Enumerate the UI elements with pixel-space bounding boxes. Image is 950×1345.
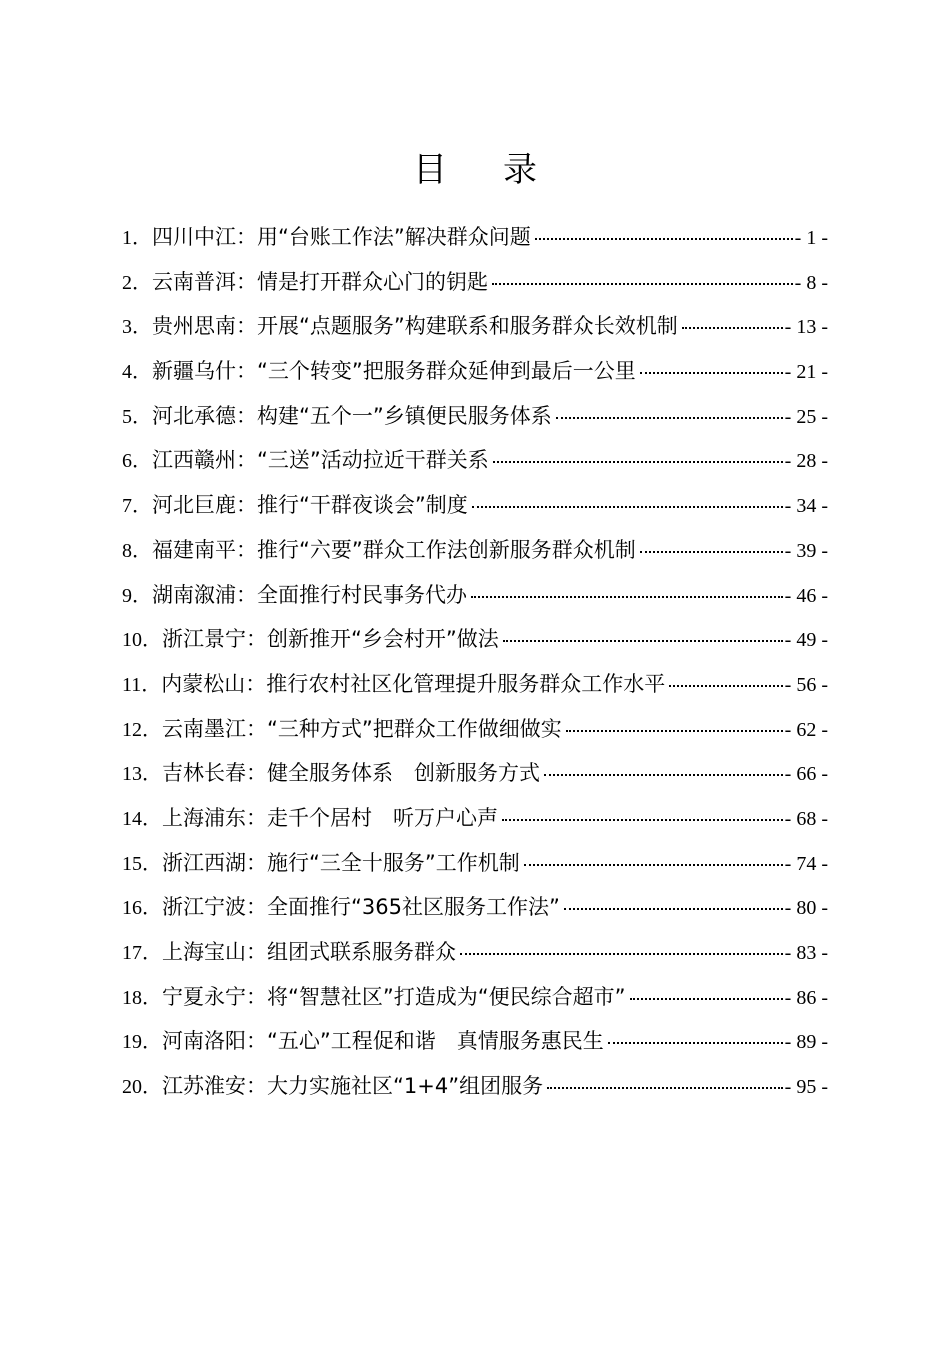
toc-entry-label: 浙江宁波：全面推行“365社区服务工作法” [162,895,560,920]
toc-entry-number: 6． [122,450,152,473]
dot-leader [492,283,793,285]
toc-entry-label: 河北承德：构建“五个一”乡镇便民服务体系 [152,403,552,428]
toc-entry-page-number: - 21 - [784,361,828,384]
toc-entry-number: 11． [122,673,162,696]
toc-entry[interactable] [122,668,828,713]
toc-entry-page-number: - 13 - [784,316,828,339]
toc-entry-label: 江西赣州：“三送”活动拉近干群关系 [152,448,489,473]
toc-entry[interactable] [122,489,828,534]
toc-entry-title [122,221,531,251]
toc-entry[interactable] [122,802,828,847]
toc-entry-page-number: - 39 - [784,539,828,562]
toc-entry-number: 12． [122,718,162,741]
toc-entry[interactable] [122,221,828,266]
page-title: 目录 [413,150,593,190]
toc-entry[interactable] [122,579,828,624]
dot-leader [566,730,783,732]
toc-entry-label: 四川中江：用“台账工作法”解决群众问题 [152,225,531,249]
toc-entry-number: 19． [122,1031,162,1054]
toc-entry-title [122,489,468,519]
toc-entry[interactable] [122,623,828,668]
toc-entry-label: 云南墨江：“三种方式”把群众工作做细做实 [162,716,562,741]
toc-entry-title [122,579,467,609]
toc-entry-number: 5． [122,405,152,428]
toc-entry[interactable] [122,1025,828,1070]
toc-entry-page-number: - 34 - [784,495,828,518]
dot-leader [669,685,782,687]
dot-leader [564,908,783,910]
toc-entry-number: 15． [122,852,162,875]
toc-entry-title [122,936,456,966]
toc-entry-page-number: - 83 - [784,942,828,964]
toc-entry-title [122,355,636,385]
toc-entry-label: 上海浦东：走千个居村 听万户心声 [162,805,498,830]
toc-entry-title [122,1025,604,1055]
dot-leader [471,596,783,598]
toc-entry-number: 16． [122,897,162,920]
toc-entry-label: 河南洛阳：“五心”工程促和谐 真情服务惠民生 [162,1029,604,1054]
dot-leader [608,1042,783,1044]
dot-leader [682,327,783,329]
toc-entry-page-number: - 66 - [784,763,828,786]
dot-leader [547,1087,783,1089]
toc-entry[interactable] [122,355,828,400]
toc-entry-number: 7． [122,495,152,518]
toc-entry-number: 13． [122,763,162,786]
toc-entry-title [122,668,665,698]
toc-entry-page-number: - 86 - [784,986,828,1009]
toc-entry-title [122,623,499,653]
toc-entry[interactable] [122,444,828,489]
toc-entry[interactable] [122,847,828,892]
toc-entry-title [122,981,626,1011]
toc-entry-number: 2． [122,271,152,294]
toc-entry-page-number: - 80 - [784,897,828,920]
toc-entry-title [122,400,552,430]
toc-entry[interactable] [122,1070,828,1115]
toc-entry-label: 新疆乌什：“三个转变”把服务群众延伸到最后一公里 [152,359,636,384]
toc-entry-page-number: - 95 - [784,1076,828,1099]
dot-leader [502,819,783,821]
toc-entry-page-number: - 74 - [784,852,828,875]
toc-entry[interactable] [122,400,828,445]
dot-leader [556,417,783,419]
dot-leader [535,238,793,240]
dot-leader [503,640,783,642]
toc-entry-number: 14． [122,807,162,830]
dot-leader [472,506,783,508]
toc-entry-label: 浙江景宁：创新推开“乡会村开”做法 [162,627,499,652]
toc-entry-page-number: - 28 - [784,450,828,473]
dot-leader [460,953,783,955]
dot-leader [493,461,783,463]
toc-entry-page-number: - 56 - [784,673,828,696]
toc-entry-number: 10． [122,629,162,652]
toc-entry[interactable] [122,981,828,1026]
table-of-contents [122,221,828,1115]
dot-leader [524,864,783,866]
toc-entry-label: 上海宝山：组团式联系服务群众 [162,940,456,964]
toc-entry-number: 8． [122,539,152,562]
toc-entry-label: 云南普洱：情是打开群众心门的钥匙 [152,269,488,294]
toc-entry[interactable] [122,891,828,936]
toc-entry-title [122,891,560,921]
toc-entry-title [122,1070,543,1100]
toc-entry-title [122,757,540,787]
toc-entry-page-number: - 1 - [794,227,828,249]
toc-entry[interactable] [122,757,828,802]
toc-entry-page-number: - 49 - [784,629,828,652]
toc-entry-page-number: - 68 - [784,807,828,830]
toc-entry-title [122,444,489,474]
toc-entry-label: 江苏淮安：大力实施社区“1+4”组团服务 [162,1074,544,1099]
toc-entry-number: 3． [122,316,152,339]
toc-entry-label: 宁夏永宁：将“智慧社区”打造成为“便民综合超市” [162,984,626,1009]
toc-entry-page-number: - 46 - [784,584,828,607]
toc-entry-label: 福建南平：推行“六要”群众工作法创新服务群众机制 [152,537,636,562]
toc-entry-label: 湖南溆浦：全面推行村民事务代办 [152,582,467,607]
toc-entry-number: 17． [122,942,162,964]
toc-entry-title [122,534,636,564]
toc-entry-number: 9． [122,584,152,607]
toc-entry-number: 20． [122,1076,162,1099]
toc-entry-title [122,310,678,340]
toc-entry-number: 18． [122,986,162,1009]
toc-entry-number: 1． [122,227,152,249]
toc-entry-page-number: - 25 - [784,405,828,428]
toc-entry-page-number: - 89 - [784,1031,828,1054]
dot-leader [544,774,783,776]
toc-entry[interactable] [122,266,828,311]
toc-entry-label: 浙江西湖：施行“三全十服务”工作机制 [162,850,520,875]
toc-entry-label: 贵州思南：开展“点题服务”构建联系和服务群众长效机制 [152,314,678,339]
toc-entry-page-number: - 62 - [784,718,828,741]
toc-entry[interactable] [122,310,828,355]
toc-entry[interactable] [122,936,828,981]
toc-entry[interactable] [122,713,828,758]
toc-entry-title [122,802,498,832]
toc-entry-label: 内蒙松山：推行农村社区化管理提升服务群众工作水平 [161,671,666,696]
toc-entry-number: 4． [122,361,152,384]
toc-entry-label: 吉林长春：健全服务体系 创新服务方式 [162,761,540,786]
dot-leader [630,998,783,1000]
toc-entry-title [122,713,562,743]
toc-entry-label: 河北巨鹿：推行“干群夜谈会”制度 [152,493,468,518]
dot-leader [640,551,783,553]
toc-entry[interactable] [122,534,828,579]
dot-leader [640,372,783,374]
toc-entry-page-number: - 8 - [794,271,828,294]
toc-entry-title [122,266,488,296]
toc-entry-title [122,847,520,877]
